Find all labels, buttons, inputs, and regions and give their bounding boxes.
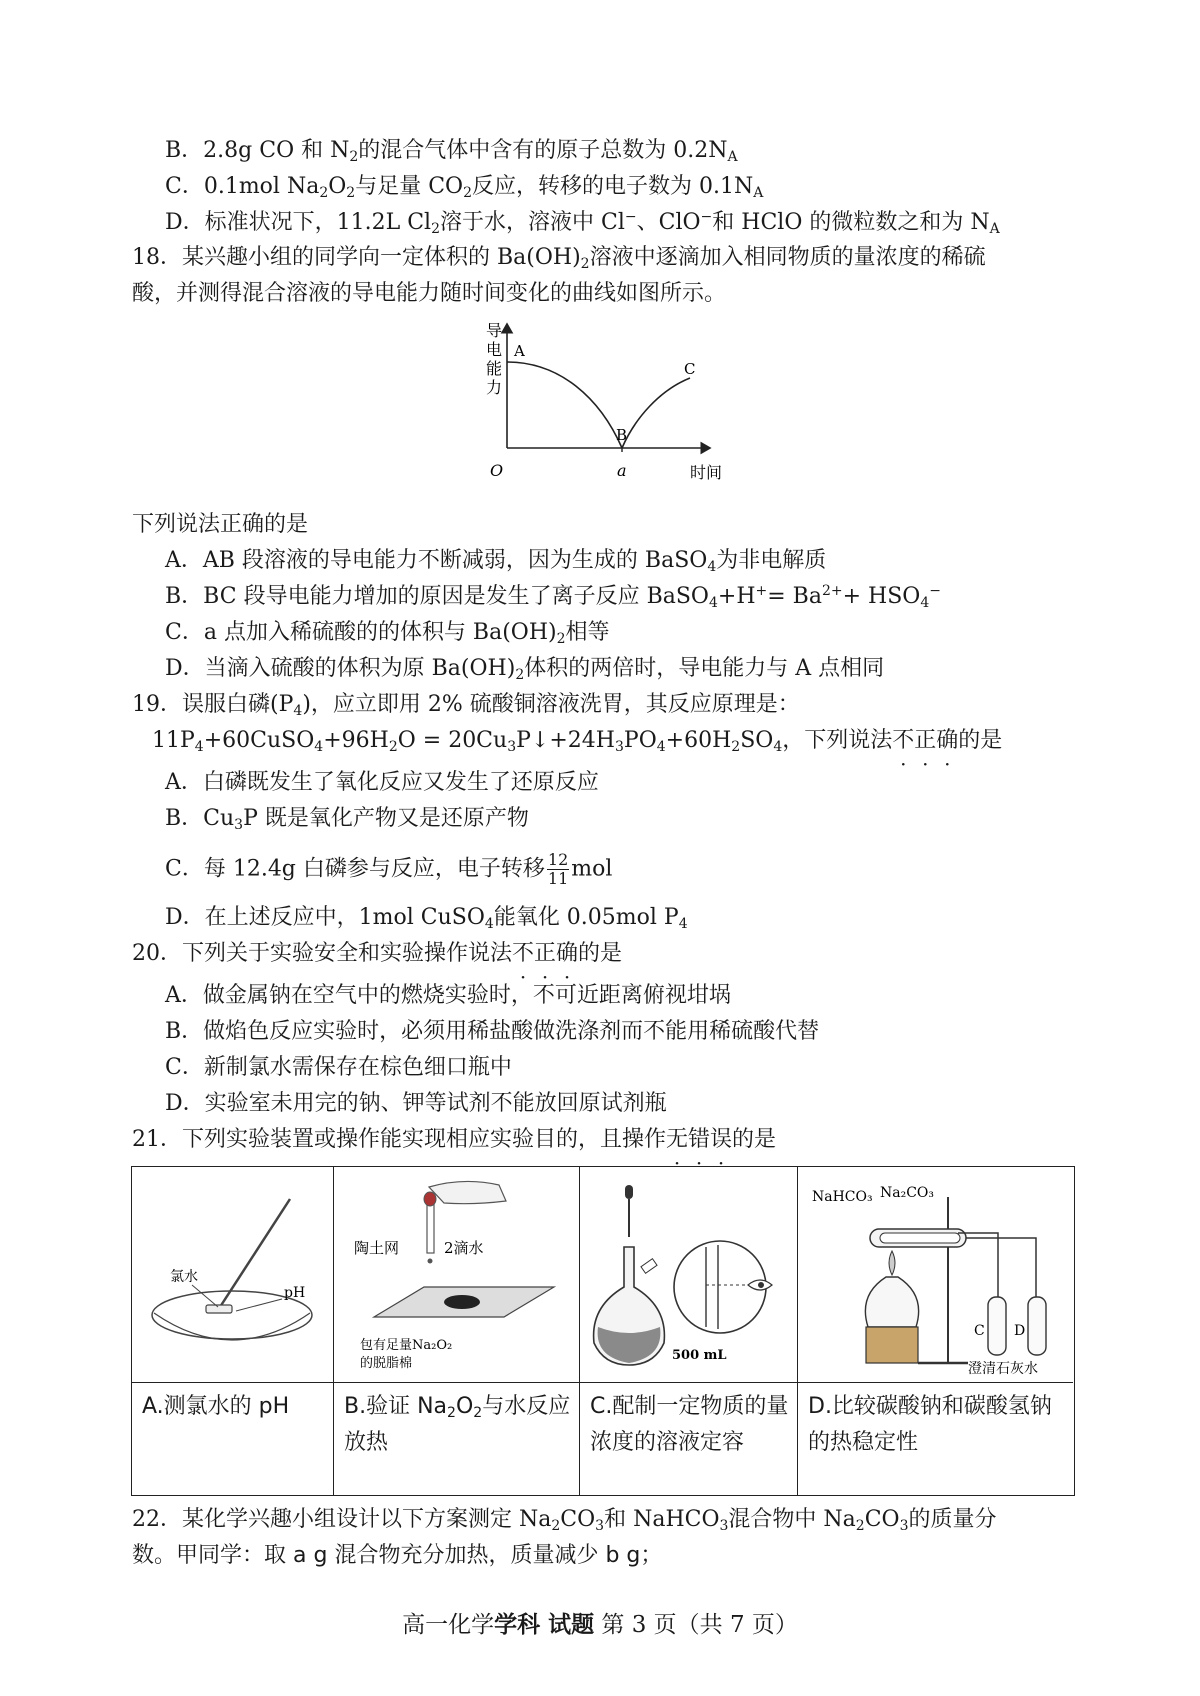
wooden-block	[866, 1327, 918, 1363]
label-cotton-line2: 的脱脂棉	[360, 1356, 413, 1371]
alcohol-lamp	[865, 1277, 918, 1327]
thermal-stability-drawing	[798, 1167, 1072, 1381]
q22-line2: 数。甲同学：取 a g 混合物充分加热，质量减少 b g；	[132, 1543, 663, 1568]
conductivity-curve-bc	[622, 378, 690, 448]
na2o2-drawing	[334, 1167, 578, 1381]
point-label-c: C	[684, 360, 696, 378]
q19-stem-line1: 19．误服白磷$(P_4)$，应立即用 2% 硫酸铜溶液洗胃，其反应原理是：	[132, 692, 800, 719]
q21-cell-d	[798, 1167, 1073, 1495]
q20-option-a: A．做金属钠在空气中的燃烧实验时，不可近距离俯视坩埚	[165, 983, 731, 1008]
volumetric-flask-figure	[580, 1167, 797, 1383]
point-label-b: B	[616, 426, 628, 444]
na2o2-figure	[334, 1167, 579, 1383]
q18-option-b: B．BC 段导电能力增加的原因是发生了离子反应 BaSO$_4$+H+= $Ba^{2+}+ HSO_4^-$	[165, 583, 941, 611]
page-footer: 高一化学学科 试题 第 3 页（共 7 页）	[402, 1612, 798, 1638]
conductivity-curve-ab	[507, 362, 622, 448]
q20-option-d: D．实验室未用完的钠、钾等试剂不能放回原试剂瓶	[165, 1091, 667, 1116]
label-chlorine-water: 氯水	[170, 1269, 198, 1285]
thermal-stability-figure	[798, 1167, 1073, 1383]
q21-apparatus-table	[131, 1166, 1075, 1496]
x-axis-label: 时间	[690, 463, 723, 482]
q22-line1: 22．某化学兴趣小组设计以下方案测定 $Na_2CO_3$和 NaHCO$_3$混合物中 $Na_2CO_3$的质量分	[132, 1507, 997, 1534]
point-label-a: A	[514, 342, 525, 360]
q19-option-d: D．在上述反应中，1mol CuSO$_4$能氧化 0.05mol $P_4$	[165, 905, 688, 932]
q19-option-b: B．$Cu_3P$ 既是氧化产物又是还原产物	[165, 806, 529, 833]
y-label-char-1: 导	[486, 321, 503, 340]
test-tube-d	[1028, 1297, 1046, 1355]
dropper-bulb	[625, 1185, 633, 1199]
label-ph: pH	[284, 1285, 306, 1301]
label-c: C	[974, 1323, 985, 1339]
q21-cell-c	[580, 1167, 798, 1495]
y-label-char-2: 电	[486, 340, 503, 359]
q19-equation: $11P_4+60CuSO_4+96H_2O$ = $20Cu_3P↓+24H_3PO_4+60H_2SO_4$，下列说法不正确的是	[152, 728, 1003, 755]
q17-option-c: C．0.1mol $Na_2O_2$与足量 $CO_2$反应，转移的电子数为 $0.1N_A$	[165, 174, 764, 201]
caption-b: B.验证 $Na_2O_2$与水反应放热	[344, 1394, 571, 1455]
q18-stem-line2: 酸，并测得混合溶液的导电能力随时间变化的曲线如图所示。	[132, 281, 727, 306]
glass-rod	[220, 1199, 290, 1307]
y-label-char-3: 能	[486, 359, 503, 378]
flask-drawing	[580, 1167, 796, 1381]
cotton	[444, 1295, 480, 1309]
label-500ml: 500 mL	[672, 1348, 727, 1363]
fraction-12-11: $\frac{12}{11}$	[547, 850, 569, 888]
ph-paper	[206, 1305, 232, 1313]
hand	[429, 1181, 506, 1203]
q18-option-a: A．AB 段溶液的导电能力不断减弱，因为生成的 BaSO$_4$为非电解质	[165, 548, 827, 575]
q20-stem: 20．下列关于实验安全和实验操作说法不正确的是	[132, 941, 623, 966]
q21-cell-a	[132, 1167, 334, 1495]
y-label-char-4: 力	[486, 378, 503, 397]
a-tick-label: a	[617, 461, 627, 480]
q20-option-c: C．新制氯水需保存在棕色细口瓶中	[165, 1055, 512, 1080]
q19-option-c: C．每 12.4g 白磷参与反应，电子转移 $\frac{12}{11}$ mol	[165, 850, 613, 888]
q20-option-b: B．做焰色反应实验时，必须用稀盐酸做洗涤剂而不能用稀硫酸代替	[165, 1019, 820, 1044]
label-ceramic-mesh: 陶土网	[354, 1239, 400, 1257]
caption-d: D.比较碳酸钠和碳酸氢钠的热稳定性	[808, 1394, 1052, 1455]
ph-test-figure	[132, 1167, 333, 1383]
conductivity-graph	[450, 318, 750, 488]
label-na2co3: Na₂CO₃	[880, 1185, 935, 1201]
q17-option-b: B．2.8g CO 和 $N_2$的混合气体中含有的原子总数为 $0.2N_A$	[165, 138, 738, 165]
label-nahco3: NaHCO₃	[812, 1189, 873, 1205]
label-d: D	[1014, 1323, 1026, 1339]
q21-cell-b	[334, 1167, 580, 1495]
caption-a: A.测氯水的 pH	[142, 1394, 290, 1419]
q18-prompt: 下列说法正确的是	[132, 512, 309, 537]
q17-option-d: D．标准状况下，11.2L $Cl_2$溶于水，溶液中 Cl−、ClO−和 HClO 的微粒数之和为 $N_A$	[165, 209, 1000, 237]
caption-c: C.配制一定物质的量浓度的溶液定容	[590, 1394, 789, 1455]
origin-label: O	[490, 461, 504, 480]
ph-test-drawing	[132, 1167, 332, 1381]
q19-option-a: A．白磷既发生了氧化反应又发生了还原反应	[165, 770, 599, 795]
inner-tube	[880, 1233, 960, 1243]
q21-stem: 21．下列实验装置或操作能实现相应实验目的，且操作无错误的是	[132, 1127, 777, 1152]
test-tube-c	[988, 1297, 1006, 1355]
q18-option-c: C．a 点加入稀硫酸的的体积与 $Ba(OH)_2$相等	[165, 620, 610, 647]
label-cotton-line1: 包有足量Na₂O₂	[360, 1338, 453, 1353]
label-limewater: 澄清石灰水	[968, 1361, 1038, 1377]
q18-stem-line1: 18．某兴趣小组的同学向一定体积的 $Ba(OH)_2$溶液中逐滴加入相同物质的量浓度的稀硫	[132, 245, 986, 272]
q18-option-d: D．当滴入硫酸的体积为原 $Ba(OH)_2$体积的两倍时，导电能力与 A 点相同	[165, 656, 885, 683]
label-two-drops: 2滴水	[444, 1239, 484, 1257]
